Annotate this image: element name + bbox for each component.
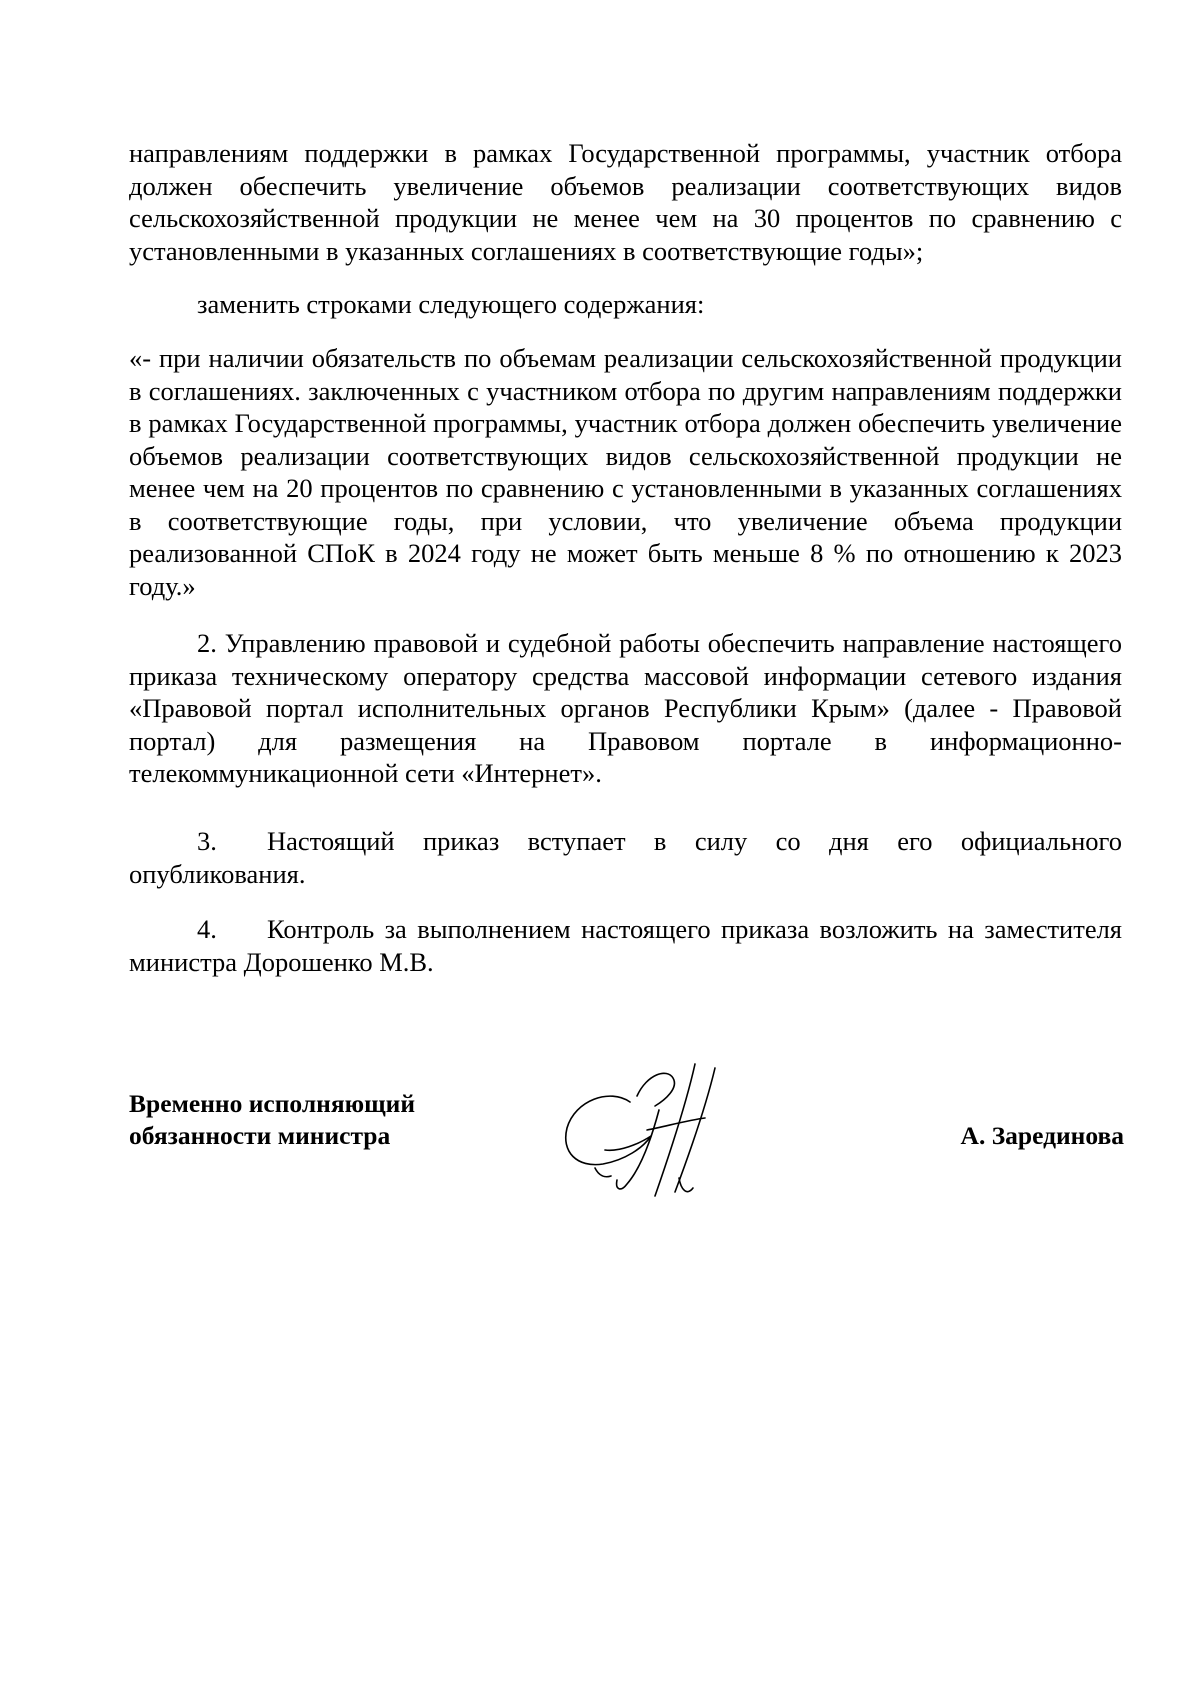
paragraph-quoted-amendment: «- при наличии обязательств по объемам реализации сельскохозяйственной продукции в соглашениях. заключенных с участником отбора по другим направлениям поддержки в рамках Государственной программы, участник отбора должен обеспечить увеличение объемов реализации соответствующих видов сельскохозяйственной продукции не менее чем на 20 процентов по сравнению с установленными в указанных соглашениях в соответствующие годы, при условии, что увеличение объема продукции реализованной СПоК в 2024 году не может быть меньше 8 % по отношению к 2023 году.» — [129, 343, 1122, 601]
item-4-text: Контроль за выполнением настоящего приказа возложить на заместителя министра Дорошенко М.В. — [129, 914, 1122, 977]
numbered-item-3 — [129, 825, 1122, 890]
item-2-text: Управлению правовой и судебной работы обеспечить направление настоящего приказа техническому оператору средства массовой информации сетевого издания «Правовой портал исполнительных органов Республики Крым» (далее - Правовой портал) для размещения на Правовом портале в информационно-телекоммуникационной сети «Интернет». — [129, 628, 1123, 788]
paragraph-replace-instruction: заменить строками следующего содержания: — [197, 289, 705, 319]
handwritten-signature — [555, 1060, 745, 1200]
signatory-name: А. Зарединова — [960, 1121, 1124, 1150]
position-line-1: Временно исполняющий — [129, 1089, 416, 1118]
item-3-number: 3. — [197, 826, 217, 856]
numbered-item-4 — [129, 913, 1122, 978]
paragraph-continuation: направлениям поддержки в рамках Государственной программы, участник отбора должен обеспечить увеличение объемов реализации соответствующих видов сельскохозяйственной продукции не менее чем на 30 процентов по сравнению с установленными в указанных соглашениях в соответствующие годы»; — [129, 138, 1122, 266]
numbered-item-2 — [129, 627, 1122, 790]
position-line-2: обязанности министра — [129, 1121, 391, 1150]
item-4-number: 4. — [197, 914, 217, 944]
signatory-position — [129, 1088, 415, 1152]
item-2-number: 2. — [197, 628, 217, 658]
item-3-text: Настоящий приказ вступает в силу со дня его официального опубликования. — [129, 826, 1122, 889]
